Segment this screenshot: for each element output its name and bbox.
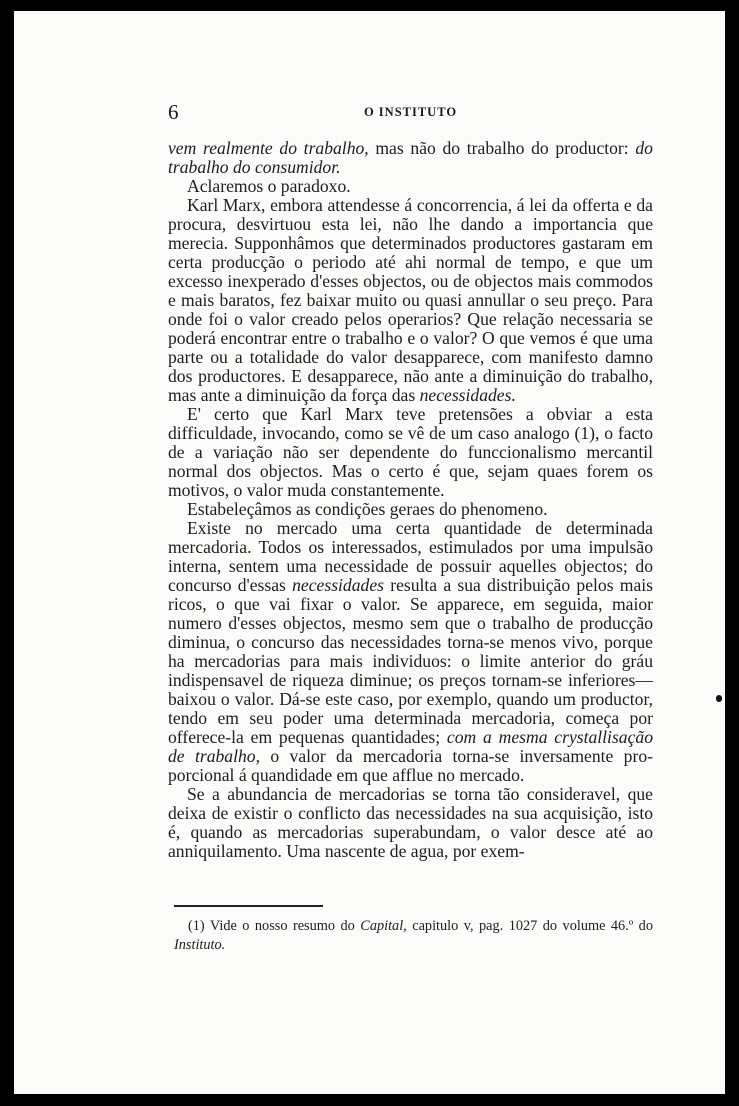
paragraph	[168, 519, 653, 785]
text-run: Karl Marx, embora attendesse á concorrencia, á lei da offerta e da procura, desvirtuou esta lei, não lhe dando a importancia que merecia. Supponhâmos que determinados productores gastaram em certa producção o periodo até ahi normal de tempo, e que um excesso inexperado d'esses objectos, ou de objectos mais commodos e mais baratos, fez baixar muito ou quasi annullar o seu preço. Para onde foi o valor creado pelos operarios? Que relação necessaria se poderá encontrar entre o trabalho e o valor? O que vemos é que uma parte ou a totalidade do valor desapparece, com manifesto damno dos productores. E desapparece, não ante a diminuição do trabalho, mas ante a diminuição da força das	[168, 195, 653, 405]
paragraph-continued	[168, 139, 653, 177]
paragraph: E' certo que Karl Marx teve pretensões a obviar a esta difficuldade, invocando, como se vê de um caso analogo (1), o facto de a variação não ser dependente do funccionalismo mercantil normal dos objectos. Mas o certo é que, sejam quaes forem os motivos, o valor muda constantemente.	[168, 404, 653, 500]
emphasis: Instituto.	[174, 937, 226, 953]
body-text	[168, 139, 653, 861]
footnote-divider	[174, 905, 323, 907]
running-title: O INSTITUTO	[363, 105, 458, 119]
paragraph: Aclaremos o paradoxo.	[187, 176, 351, 196]
footnote	[174, 917, 653, 955]
page-header	[168, 100, 653, 128]
book-page	[14, 11, 725, 1094]
paragraph: Estabeleçâmos as condições geraes do phenomeno.	[187, 499, 548, 519]
footnote-text	[174, 917, 653, 955]
paragraph: Se a abundancia de mercadorias se torna tão consideravel, que deixa de existir o conflicto das necessidades na sua acquisição, isto é, quando as mercadorias superabundam, o valor desce até ao anniquilamento. Uma nascente de agua, por exem-	[168, 784, 653, 861]
emphasis: vem realmente do trabalho,	[168, 138, 369, 158]
emphasis: com a mesma crystallisação de trabalho,	[168, 727, 653, 766]
text-run: mas não do trabalho do productor:	[368, 138, 629, 158]
text-run: (1) Vide o nosso resumo do	[188, 918, 361, 934]
text-run: resulta a sua distribuição pelos mais ricos, o que vai fixar o valor. Se apparece, em seguida, maior numero d'esses objectos, mesmo sem que o trabalho de producção diminua, o concurso das necessidades torna-se menos vivo, porque ha mercadorias para mais individuos: o limite anterior do gráu indispensavel de riqueza diminue; os preços tornam-se inferiores—baixou o valor. Dá-se este caso, por exemplo, quando um productor, tendo em seu poder uma determinada mercadoria, começa por offerece-la em pequenas quantidades;	[168, 575, 654, 747]
text-run: Existe no mercado uma certa quantidade de determinada mercadoria. Todos os interessados, estimulados por uma impulsão interna, sentem uma necessidade de possuir aquelles objectos; do concurso d'essas	[168, 518, 653, 595]
emphasis: necessidades	[292, 575, 384, 595]
text-run: o valor da mercadoria torna-se inversamente proporcional á quandidade em que afflue no mercado.	[168, 746, 653, 785]
paragraph	[168, 196, 653, 405]
ink-speck	[716, 695, 722, 702]
text-run: capitulo v, pag. 1027 do volume 46.º do	[406, 918, 653, 934]
emphasis: Capital,	[360, 918, 407, 934]
emphasis: do trabalho do consumidor.	[168, 138, 653, 177]
emphasis: necessidades.	[419, 385, 516, 405]
page-number: 6	[168, 100, 179, 124]
